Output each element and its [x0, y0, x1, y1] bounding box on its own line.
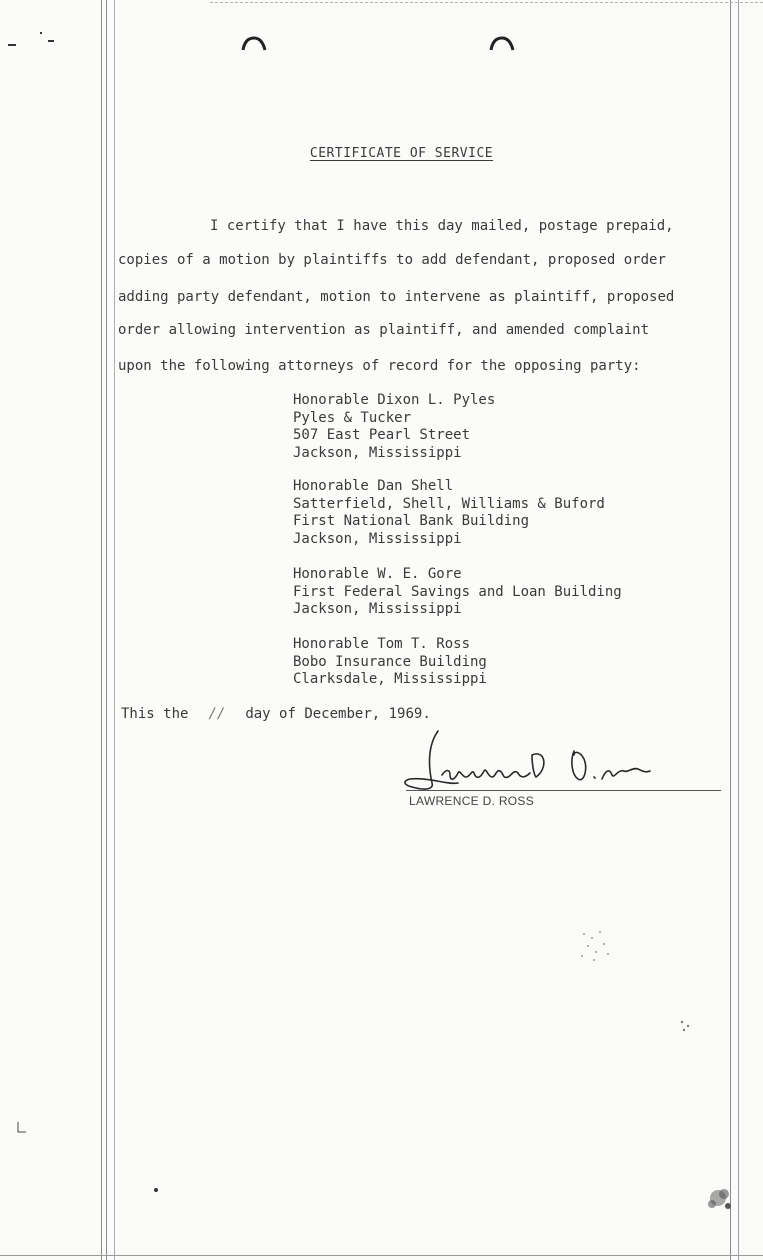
address-line: Bobo Insurance Building: [293, 653, 487, 670]
address-line: Pyles & Tucker: [293, 409, 412, 426]
punch-hole-right-icon: [488, 34, 516, 54]
page-title: CERTIFICATE OF SERVICE: [309, 146, 494, 161]
margin-rule: [730, 0, 731, 1260]
address-line: First National Bank Building: [293, 513, 530, 529]
signature-icon: [398, 725, 658, 795]
address-line: Satterfield, Shell, Williams & Buford: [293, 495, 605, 512]
date-prefix: This the: [121, 706, 189, 722]
address-line: Honorable Tom T. Ross: [293, 636, 471, 652]
address-line: 507 East Pearl Street: [293, 427, 471, 443]
bottom-edge: [0, 1255, 763, 1256]
address-line: Clarksdale, Mississippi: [293, 671, 487, 687]
scan-speck-icon: [574, 926, 618, 966]
body-line: order allowing intervention as plaintiff, and amended complaint: [118, 322, 650, 338]
address-line: Jackson, Mississippi: [293, 530, 462, 547]
scan-speck-icon: [150, 1180, 180, 1210]
date-day: //: [208, 706, 226, 722]
margin-rule: [114, 0, 115, 1260]
address-line: Honorable W. E. Gore: [293, 566, 462, 582]
scan-speck-icon: [0, 26, 70, 56]
address-line: First Federal Savings and Loan Building: [293, 583, 622, 600]
address-line: Jackson, Mississippi: [293, 601, 462, 617]
attorney-address-block: [293, 636, 487, 689]
scan-speck-icon: [700, 1180, 740, 1220]
scan-speck-icon: [676, 1016, 696, 1036]
top-edge: [210, 2, 763, 3]
attorney-address-block: [293, 392, 495, 462]
address-line: Honorable Dixon L. Pyles: [293, 392, 496, 408]
date-line: [121, 706, 431, 722]
scan-speck-icon: [14, 1120, 34, 1140]
body-line: adding party defendant, motion to intervene as plaintiff, proposed: [118, 289, 675, 305]
body-line: I certify that I have this day mailed, postage prepaid,: [210, 218, 674, 234]
margin-rule: [106, 0, 107, 1260]
signer-name: LAWRENCE D. ROSS: [409, 794, 535, 808]
signature-line: [406, 790, 721, 791]
margin-rule: [738, 0, 739, 1260]
margin-rule: [101, 0, 102, 1260]
body-line: copies of a motion by plaintiffs to add defendant, proposed order: [118, 252, 666, 268]
date-suffix: day of December, 1969.: [245, 706, 431, 722]
attorney-address-block: [293, 566, 622, 619]
address-line: Jackson, Mississippi: [293, 444, 462, 461]
body-line: upon the following attorneys of record for the opposing party:: [118, 358, 641, 374]
attorney-address-block: [293, 478, 605, 548]
punch-hole-left-icon: [240, 34, 268, 54]
address-line: Honorable Dan Shell: [293, 478, 454, 494]
